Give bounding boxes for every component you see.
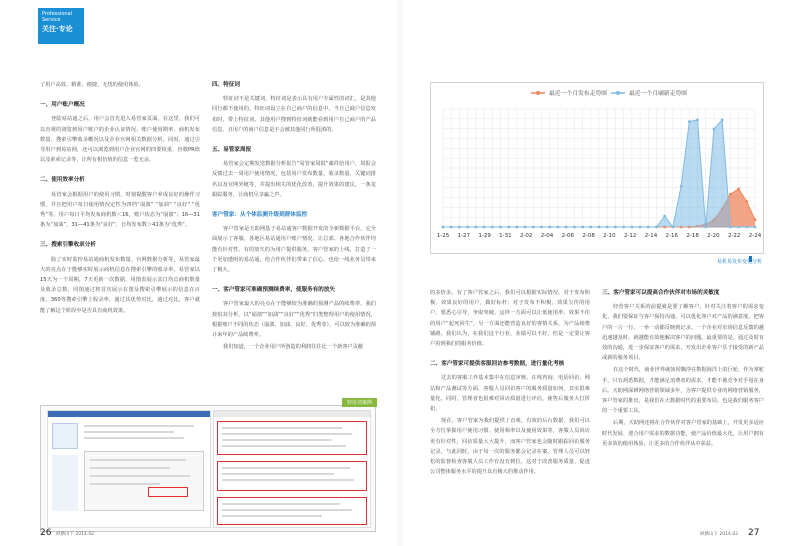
left-column-1: [40, 80, 200, 318]
data-point: [671, 226, 674, 229]
screenshot-row: [222, 445, 346, 447]
paragraph: 易管家会定期发送数据分析报告“易管家周报”邮件给用户，周报会反馈过去一周用户使用情况，包括用户发布数量、收录数量、关键词排名以及官网外链等，并提出相关的优化改善，提升效果的建议，一条龙跟踪服务，让商机尽享赢之声。: [212, 161, 376, 198]
data-point: [639, 226, 642, 229]
data-point: [606, 226, 609, 229]
x-tick-label: 2-16: [665, 233, 679, 239]
screenshot-sidebar: [52, 455, 78, 511]
highlight-box: [148, 487, 188, 497]
badge-line2: Service: [42, 17, 61, 23]
data-point: [737, 187, 740, 190]
x-tick-label: 2-10: [603, 233, 616, 239]
footer-text-left: 纵横山下 2014.02: [56, 532, 95, 537]
screenshot-inset: [40, 400, 376, 532]
heading-feature-words: 四、特征词: [212, 82, 240, 88]
screenshot-header-bar: [48, 411, 210, 417]
heading-market-sensitivity: 三、客户管家可以提高合作伙伴对市场的灵敏度: [602, 290, 720, 296]
x-tick-label: 2-20: [707, 233, 720, 239]
x-tick-label: 1-29: [478, 233, 491, 239]
data-point: [688, 120, 691, 123]
data-point: [450, 226, 453, 229]
data-point: [745, 200, 748, 203]
data-point: [540, 226, 543, 229]
data-point: [655, 226, 658, 229]
page-number-left: 26: [40, 528, 52, 538]
legend-label-2: 最近一个月刷新走势图: [629, 91, 687, 97]
data-point: [754, 218, 757, 221]
data-point: [729, 226, 732, 229]
x-tick-label: 2-14: [644, 233, 658, 239]
paragraph: 客户管家最大的亮点在于能够较为准确的预测产品的续费率，我们按拍其分析，以“崩溃”“加油”“良好”“优秀”归类整理用户的使用情况，根据账户不同的状态（崩溃、加油、良好、优秀等），可以较为准确的预计来年的产品续费率。: [212, 301, 376, 339]
screenshot-row: [222, 479, 354, 481]
x-tick-label: 2-04: [540, 233, 554, 239]
data-point: [598, 226, 601, 229]
screenshot-row: [222, 515, 322, 517]
paragraph: 易管家会根据用户的使用习惯，时刻提醒客户养成良好的操作习惯，并且把用户每日使用情况定性为四档“崩溃” “加油” “良好” “优秀”等。用户每日平均发布商机数＜16，账户状态为“崩溃”；16—31条为“加油”，31—41条为“良好”，日均发布数＞41条为“优秀”。: [40, 191, 200, 229]
screenshot-row: [84, 437, 184, 439]
x-tick-label: 2-06: [561, 233, 575, 239]
screenshot-row: [222, 427, 342, 429]
x-tick-label: 2-24: [748, 233, 762, 239]
paragraph: 过去的客服工作基本集中在信息审核、在线咨询、电话回访、网站和产品测试等方面，客服人员回访客户的服务质量如何，其实很难量化。同时，管理者也很难对回访质量进行评估，使售后服务大打折扣。: [430, 375, 590, 413]
screenshot-avatar: [52, 423, 78, 449]
screenshot-left: [47, 410, 211, 528]
data-point: [696, 118, 699, 121]
paragraph: 经营客户关系的前提就是要了解客户，针对关注着客户的需求变化，我们要保证与客户保持沟通，可以优化客户对产品的满意度，把客户的一言一行、一举一动都反映到记录。一个企业对市场信息反馈的越迅速越及时，就越能有效地解决客户的问题。最重要的是，通过及时有效的沟通，进一步保证客户的需求，开发出企业客户乐于接受的新产品或新的服务项目。: [602, 304, 764, 362]
screenshot-header-bar: [214, 411, 370, 417]
data-point: [622, 226, 625, 229]
x-tick-label: 2-02: [519, 233, 533, 239]
paragraph: 客户管家是天助网基于易站通客户数据开发的全新数据平台，它全面展示了客服、各地区易站通用户账户情况，让总部、各地合作伙伴均能有针对性、有的放矢的为用户提供服务。客户管家的上线，打造了一个更加透明的易站通，给合作伙伴们带来了信心，也给一线业务员带来了极大。: [212, 226, 376, 274]
data-point: [565, 226, 568, 229]
legend-label-1: 最近一个月发布走势图: [549, 91, 607, 97]
heading-customer-manager: 客户管家：从个体监测升级到群体监控: [212, 212, 308, 219]
data-point: [680, 185, 683, 188]
data-point: [474, 226, 477, 229]
screenshot-row: [222, 439, 332, 441]
heading-weekly-report: 五、易管家周报: [212, 147, 252, 154]
paragraph: 现在，客户管家为我们提供了直观、有效的后台数据，我们可以全方位掌握用户使用习惯、使用频率以及使用效果等，客服人员回访更有针对性，回访质量大大提升，而客户管家也会随时跟踪回访服务记录，与此同时，由于每一次的服务都会记录在案，管理人员可以轻松的监督检查客服人员工作有没有到位，这对于改善服务质量、促进公司整体服务水平的提升具有极大的推动作用。: [430, 418, 590, 476]
x-tick-label: 1-27: [457, 233, 471, 239]
page-number-right: 27: [748, 528, 760, 538]
paragraph: 特征词不是关键词，特征词是表示具有用户专属性的词汇，是其他同行都不使用的。特征词设立在自己商户的信息中，当自己商户信息发布时，带上特征词。其他用户搜到特征词就能看到用户自己商户的产品信息，且用户的商户信息是不会被其他同行所混淆的。: [212, 96, 376, 133]
heading-search-index: 三、搜索引擎收录分析: [40, 242, 96, 249]
x-tick-label: 2-22: [727, 233, 741, 239]
data-point: [499, 226, 502, 229]
heading-service-review: 二、客户管家可提供客服回访参考数据，进行量化考核: [430, 361, 565, 368]
screenshot-row: [90, 467, 170, 469]
heading-account-overview: 一、用户账户概况: [40, 102, 85, 109]
screenshot-row: [84, 431, 174, 433]
data-point: [721, 118, 724, 121]
data-point: [704, 226, 707, 229]
data-point: [589, 226, 592, 229]
data-point: [548, 226, 551, 229]
paragraph: 的多倍多。有了客户管家之后，我们可以根据实际情况，对于发布积极、效果良好的用户，做好标杆；对于发布不积极、效果欠佳的用户，要悉心引导，争取突破。这样一方面可以让低使用率、效果不佳的用户“起死回生”，另一方面还能营造良好的客情关系，为产品续费铺路。我们认为，在我们这个行业，业绩可以不好，但是一定要让客户看到我们的服务价值。: [430, 290, 590, 348]
chart-caption: 易机易发布变化分析: [716, 259, 762, 265]
heading-renewal-forecast: 一、客户管家可准确预测续费率，使服务有的放矢: [212, 287, 336, 294]
paragraph: 后期，天助网还将在合作伙伴对客户管家的基础上，开发更多适应时代发展、迎合用户需求的数据功能，使产品价值最大化，让用户拥有更多放的使用体验，让更多的合作伙伴从中获益。: [602, 420, 764, 447]
paragraph: 我们知道，一个企业用户所创造的利润往往比一个新客户贡献: [223, 344, 364, 351]
right-column-1: [430, 288, 590, 479]
data-point: [491, 226, 494, 229]
highlight-box: [217, 461, 367, 491]
data-point: [532, 226, 535, 229]
paragraph: 登陆易站通之后，用户会首先进入易管家页面。在这里，我们可以直观的浏览到用户账户的企业认证情况、账户使用期率、商机发布数量、搜索引擎收录概况以及企业官网相关数据分析。同时，通过引导用户到易站网，还可以浏览到用户企业官网的四要权重、谷歌PR值以及索索记录等，让所有相仿值的信息一览无余。: [40, 116, 200, 164]
line-chart: [431, 83, 763, 253]
data-point: [754, 226, 757, 229]
x-tick-label: 2-18: [686, 233, 699, 239]
data-point: [573, 226, 576, 229]
data-point: [557, 226, 560, 229]
screenshot-row: [90, 483, 160, 485]
data-point: [745, 226, 748, 229]
screenshot-row: [90, 475, 190, 477]
data-point: [524, 226, 527, 229]
footer-text-right: 纵横山下 2014.02: [700, 532, 739, 537]
inset-tag: 特征词案例: [342, 398, 377, 407]
badge-line1: Professional: [42, 11, 73, 17]
screenshot-row: [222, 467, 350, 469]
screenshot-row: [222, 503, 340, 505]
data-point: [663, 215, 666, 218]
paragraph: 在这个时代，商业世界就如同飘浮在数据海洋上的巨轮，作为掌舵手，只有洞悉数据，才能满足消费者的需求，才能不被竞争对手甩在身后。天助网深耕网络营销领域多年，为客户提供专业的网络营销服务，客户管家的推出，是我们在大数据时代的重要布局，也是我们服务客户的一个重要工具。: [602, 367, 764, 415]
data-point: [466, 226, 469, 229]
section-badge: [38, 8, 84, 44]
data-point: [458, 226, 461, 229]
data-point: [442, 226, 445, 229]
data-point: [614, 226, 617, 229]
data-point: [713, 128, 716, 131]
screenshot-row: [90, 459, 186, 461]
right-column-2: [602, 288, 764, 451]
screenshot-row: [222, 509, 352, 511]
screenshot-right: [213, 410, 371, 528]
screenshot-row: [222, 433, 352, 435]
data-point: [507, 226, 510, 229]
x-tick-label: 1-25: [436, 233, 450, 239]
left-column-2: [212, 80, 376, 354]
heading-usage-analysis: 二、使用效率分析: [40, 177, 85, 184]
page-gutter: [398, 0, 402, 546]
data-point: [647, 226, 650, 229]
data-point: [581, 226, 584, 229]
badge-title: 关注·专论: [42, 25, 73, 33]
highlight-box: [217, 497, 367, 525]
x-tick-label: 1-31: [499, 233, 512, 239]
paragraph: 除了实时监控易站通商机发布数量、官网数据分析等，易管家最大的亮点在于能够实时展示商机信息在搜索引擎的收录率。易管家以15天为一个周期，7天更新一次数据，用图表展示其日均总商机数量及收录总数，同图通过将首次展示在图及搜索引擎展示的信息在百度、360等搜索引擎上收录率，通过其优势对比，通过对比，客户就能了解这个阶段中是否具有商机效果。: [40, 256, 200, 314]
screenshot-row: [222, 473, 334, 475]
x-tick-label: 2-12: [623, 233, 637, 239]
data-point: [729, 193, 732, 196]
data-point: [630, 226, 633, 229]
data-point: [483, 226, 486, 229]
chart-frame: [430, 82, 764, 254]
intro-paragraph: 了用户高效、精准、便捷、无忧的使用体验。: [40, 82, 144, 88]
data-point: [737, 226, 740, 229]
legend-marker-1: [536, 91, 540, 95]
screenshot-row: [84, 425, 194, 427]
data-point: [515, 226, 518, 229]
legend-marker-2: [616, 91, 620, 95]
x-tick-label: 2-08: [582, 233, 595, 239]
